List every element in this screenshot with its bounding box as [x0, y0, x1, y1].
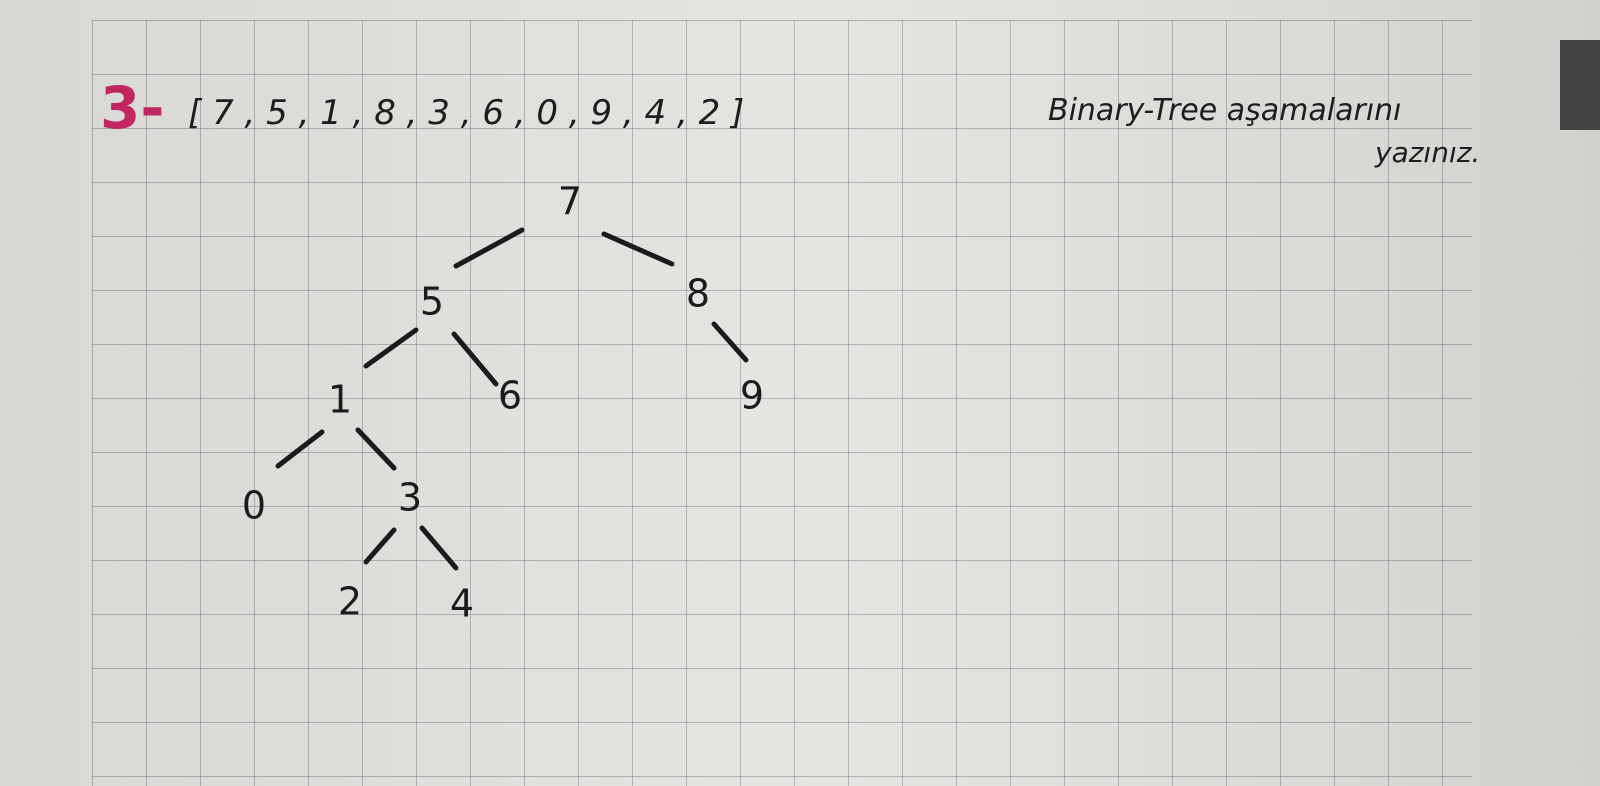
instruction-line-2: yazınız.	[1375, 136, 1481, 169]
tree-node: 1	[327, 377, 353, 422]
question-number: 3-	[100, 74, 165, 142]
tree-node: 7	[557, 179, 583, 224]
tree-node: 0	[241, 483, 267, 528]
tree-node: 5	[419, 279, 445, 324]
binder-edge	[1560, 40, 1600, 130]
tree-node: 8	[685, 271, 711, 316]
tree-node: 9	[739, 373, 765, 418]
tree-node: 6	[497, 373, 523, 418]
tree-node: 4	[449, 581, 475, 626]
tree-node: 2	[337, 579, 363, 624]
tree-node: 3	[397, 475, 423, 520]
instruction-line-1: Binary-Tree aşamalarını	[1048, 93, 1402, 128]
array-text: [ 7 , 5 , 1 , 8 , 3 , 6 , 0 , 9 , 4 , 2 ]	[188, 93, 745, 133]
